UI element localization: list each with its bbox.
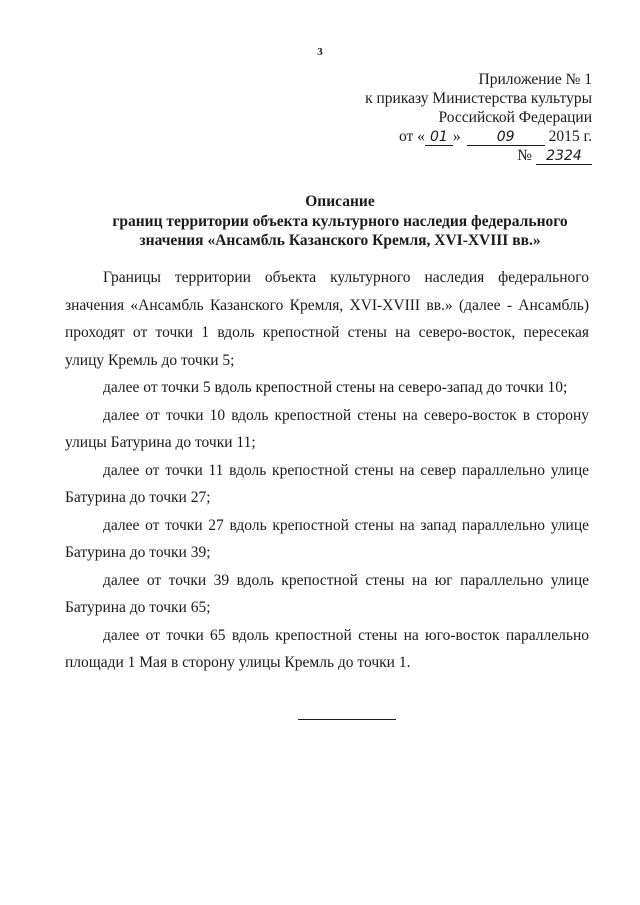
number-prefix: №: [517, 147, 532, 164]
title-line-1: Описание: [305, 193, 375, 210]
paragraph-1: Границы территории объекта культурного наследия федерального значения «Ансамбль Казанского Кремля, XVI-XVIII вв.» (далее - Ансамбль) проходят от точки 1 вдоль крепостной стены на северо-восток, пересекая улицу Кремль до точки 5;: [65, 269, 589, 369]
date-day-handwritten: 01: [425, 130, 453, 146]
appendix-federation: Российской Федерации: [438, 109, 592, 126]
paragraph-2: далее от точки 5 вдоль крепостной стены на северо-запад до точки 10;: [103, 379, 568, 396]
title-line-2: границ территории объекта культурного наследия федерального: [112, 212, 568, 230]
paragraph-6: далее от точки 39 вдоль крепостной стены на юг параллельно улице Батурина до точки 65;: [65, 571, 589, 616]
boundary-description: [65, 264, 589, 677]
page-number: 3: [317, 46, 323, 58]
date-mid: »: [452, 128, 461, 145]
date-year: 2015 г.: [548, 128, 592, 145]
closing-rule: [298, 719, 396, 720]
appendix-order-ref: к приказу Министерства культуры: [365, 90, 592, 107]
paragraph-3: далее от точки 10 вдоль крепостной стены на северо-восток в сторону улицы Батурина до точки 11;: [65, 406, 589, 451]
appendix-header: [365, 70, 592, 165]
document-title: [80, 192, 600, 251]
date-prefix: от «: [398, 128, 425, 145]
appendix-title: Приложение № 1: [478, 71, 592, 88]
appendix-date-line: [365, 127, 592, 146]
paragraph-5: далее от точки 27 вдоль крепостной стены на запад параллельно улице Батурина до точки 39;: [65, 516, 589, 561]
order-number-handwritten: 2324: [536, 149, 592, 165]
appendix-number-line: [365, 146, 592, 165]
title-line-3: значения «Ансамбль Казанского Кремля, XVI-XVIII вв.»: [139, 232, 541, 249]
paragraph-7: далее от точки 65 вдоль крепостной стены на юго-восток параллельно площади 1 Мая в сторону улицы Кремль до точки 1.: [65, 626, 589, 671]
paragraph-4: далее от точки 11 вдоль крепостной стены на север параллельно улице Батурина до точки 27;: [65, 461, 589, 506]
date-month-handwritten: 09: [467, 130, 545, 146]
